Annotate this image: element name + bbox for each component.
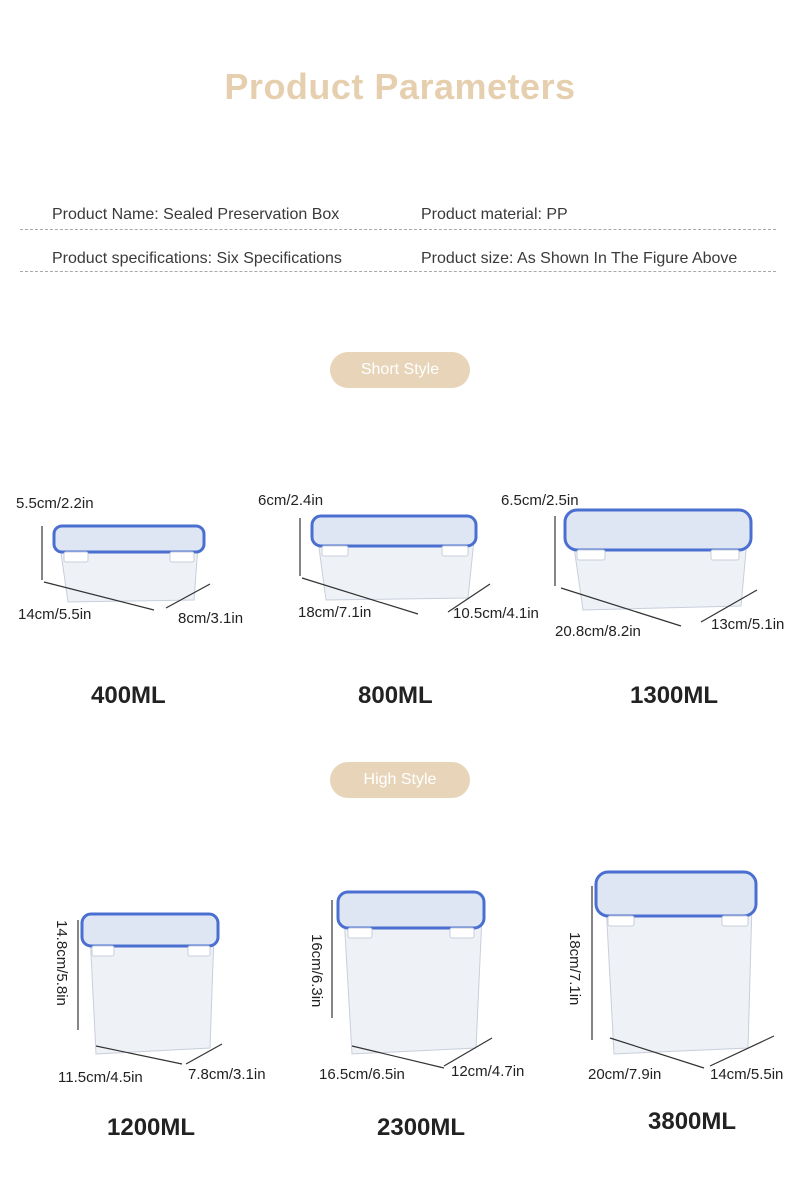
- height-label: 5.5cm/2.2in: [16, 495, 94, 512]
- container-image-3800ml: [584, 866, 784, 1072]
- height-label: 6cm/2.4in: [258, 492, 324, 509]
- param-product-material: Product material: PP: [421, 206, 568, 223]
- height-label: 14.8cm/5.8in: [53, 920, 70, 1006]
- divider: [20, 271, 776, 272]
- height-label: 18cm/7.1in: [566, 932, 583, 1006]
- length-label: 14cm/5.5in: [18, 606, 92, 623]
- param-product-name: Product Name: Sealed Preservation Box: [52, 206, 340, 223]
- param-product-specifications: Product specifications: Six Specifications: [52, 250, 342, 267]
- container-image-800ml: [296, 508, 496, 618]
- length-label: 11.5cm/4.5in: [58, 1069, 143, 1086]
- capacity-label: 1300ML: [630, 682, 719, 709]
- height-label: 6.5cm/2.5in: [501, 492, 579, 509]
- param-product-size: Product size: As Shown In The Figure Above: [421, 250, 738, 267]
- short-style-badge: Short Style: [330, 352, 470, 388]
- height-label: 16cm/6.3in: [308, 934, 325, 1008]
- width-label: 8cm/3.1in: [178, 610, 244, 627]
- capacity-label: 3800ML: [648, 1108, 737, 1135]
- divider: [20, 229, 776, 230]
- capacity-label: 400ML: [91, 682, 166, 709]
- length-label: 20cm/7.9in: [588, 1066, 662, 1083]
- width-label: 14cm/5.5in: [710, 1066, 784, 1083]
- width-label: 10.5cm/4.1in: [453, 605, 539, 622]
- capacity-label: 2300ML: [377, 1114, 466, 1141]
- width-label: 7.8cm/3.1in: [188, 1066, 266, 1083]
- length-label: 18cm/7.1in: [298, 604, 372, 621]
- page-title: Product Parameters: [224, 66, 576, 107]
- capacity-label: 1200ML: [107, 1114, 196, 1141]
- container-image-1200ml: [74, 910, 234, 1070]
- length-label: 20.8cm/8.2in: [555, 623, 641, 640]
- high-style-badge: High Style: [330, 762, 470, 798]
- capacity-label: 800ML: [358, 682, 433, 709]
- width-label: 13cm/5.1in: [711, 616, 785, 633]
- container-image-2300ml: [326, 888, 516, 1070]
- length-label: 16.5cm/6.5in: [319, 1066, 405, 1083]
- width-label: 12cm/4.7in: [451, 1063, 525, 1080]
